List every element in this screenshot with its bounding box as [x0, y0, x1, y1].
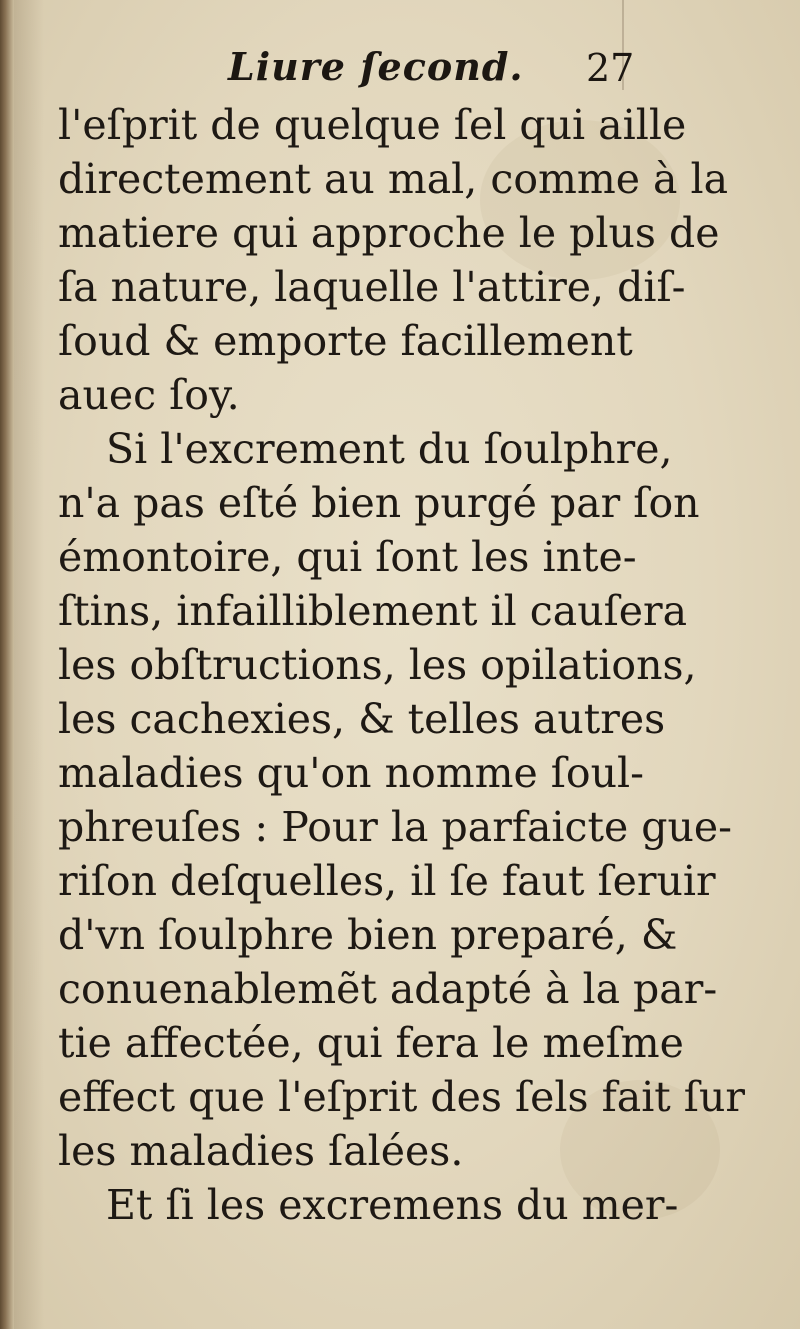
text-line: ſa nature, laquelle l'attire, diſ- [58, 263, 686, 311]
text-line: effect que l'eſprit des ſels fait ſur [58, 1073, 745, 1121]
text-line: maladies qu'on nomme ſoul- [58, 749, 644, 797]
text-line: phreuſes : Pour la parfaicte gue- [58, 803, 733, 851]
text-line: les cachexies, & telles autres [58, 695, 666, 743]
text-line: d'vn ſoulphre bien preparé, & [58, 911, 678, 959]
binding-edge [0, 0, 14, 1329]
text-line: auec ſoy. [58, 371, 240, 419]
text-line: émontoire, qui ſont les inte- [58, 533, 637, 581]
text-line: riſon deſquelles, il ſe faut ſeruir [58, 857, 716, 905]
text-line: l'eſprit de quelque ſel qui aille [58, 101, 687, 149]
text-line: ſtins, infailliblement il cauſera [58, 587, 688, 635]
body-text [58, 98, 745, 1232]
gutter-shadow [14, 0, 44, 1329]
running-title: Liure ſecond. [228, 44, 524, 89]
paragraph-start-line: Et ſi les excremens du mer- [106, 1181, 679, 1229]
page-header [0, 38, 800, 98]
paragraph-start-line: Si l'excrement du ſoulphre, [106, 425, 673, 473]
text-line: conuenablemẽt adapté à la par- [58, 965, 718, 1013]
text-line: ſoud & emporte facillement [58, 317, 633, 365]
text-line: matiere qui approche le plus de [58, 209, 720, 257]
text-line: les maladies ſalées. [58, 1127, 464, 1175]
text-line: tie affectée, qui fera le meſme [58, 1019, 684, 1067]
text-line: n'a pas eſté bien purgé par ſon [58, 479, 700, 527]
text-line: directement au mal, comme à la [58, 155, 729, 203]
text-line: les obſtructions, les opilations, [58, 641, 697, 689]
page-number: 27 [586, 46, 635, 90]
